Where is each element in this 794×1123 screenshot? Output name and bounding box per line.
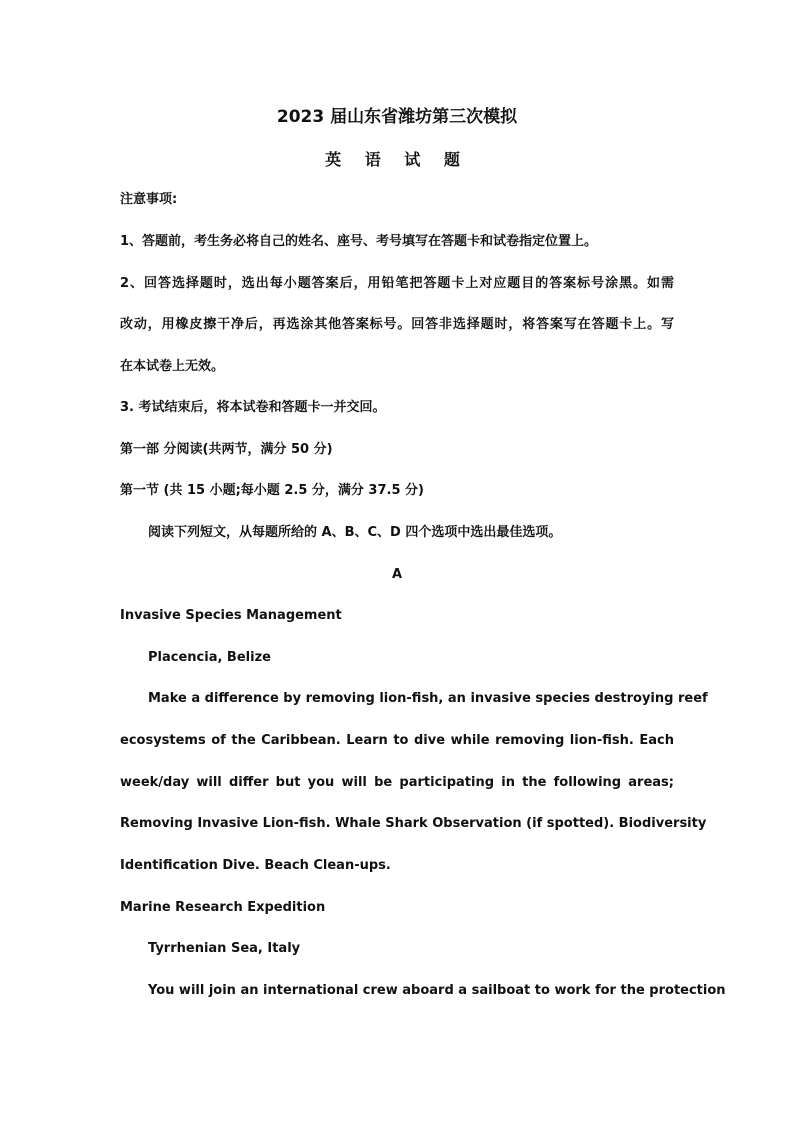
notice-item-2-line-1: 2、回答选择题时，选出每小题答案后，用铅笔把答题卡上对应题目的答案标号涂黑。如需 bbox=[120, 276, 674, 291]
program-1-text-line-2: ecosystems of the Caribbean. Learn to dive while removing lion-fish. Each bbox=[120, 733, 674, 748]
section-part-heading: 第一部 分阅读(共两节，满分 50 分) bbox=[120, 442, 333, 457]
program-1-title: Invasive Species Management bbox=[120, 608, 342, 623]
notice-item-1: 1、答题前，考生务必将自己的姓名、座号、考号填写在答题卡和试卷指定位置上。 bbox=[120, 234, 598, 249]
document-subtitle: 英 语 试 题 bbox=[325, 150, 469, 169]
document-title: 2023 届山东省潍坊第三次模拟 bbox=[276, 107, 518, 127]
program-2-text-line-1: You will join an international crew aboard a sailboat to work for the protection bbox=[148, 983, 726, 998]
passage-label: A bbox=[391, 567, 403, 582]
program-1-text-line-5: Identification Dive. Beach Clean-ups. bbox=[120, 858, 391, 873]
program-2-title: Marine Research Expedition bbox=[120, 900, 326, 915]
program-1-location: Placencia, Belize bbox=[148, 650, 271, 665]
section-instruction: 阅读下列短文，从每题所给的 A、B、C、D 四个选项中选出最佳选项。 bbox=[148, 525, 562, 540]
notice-item-2-line-3: 在本试卷上无效。 bbox=[120, 359, 225, 374]
program-1-text-line-1: Make a difference by removing lion-fish, an invasive species destroying reef bbox=[148, 691, 708, 706]
program-1-text-line-4: Removing Invasive Lion-fish. Whale Shark Observation (if spotted). Biodiversity bbox=[120, 816, 707, 831]
notice-item-3: 3. 考试结束后，将本试卷和答题卡一并交回。 bbox=[120, 400, 386, 415]
section-sub-heading: 第一节 (共 15 小题;每小题 2.5 分，满分 37.5 分) bbox=[120, 483, 424, 498]
notice-item-2-line-2: 改动，用橡皮擦干净后，再选涂其他答案标号。回答非选择题时，将答案写在答题卡上。写 bbox=[120, 317, 674, 332]
notice-heading: 注意事项: bbox=[120, 192, 178, 207]
program-2-location: Tyrrhenian Sea, Italy bbox=[148, 941, 301, 956]
program-1-text-line-3: week/day will differ but you will be participating in the following areas; bbox=[120, 775, 674, 790]
